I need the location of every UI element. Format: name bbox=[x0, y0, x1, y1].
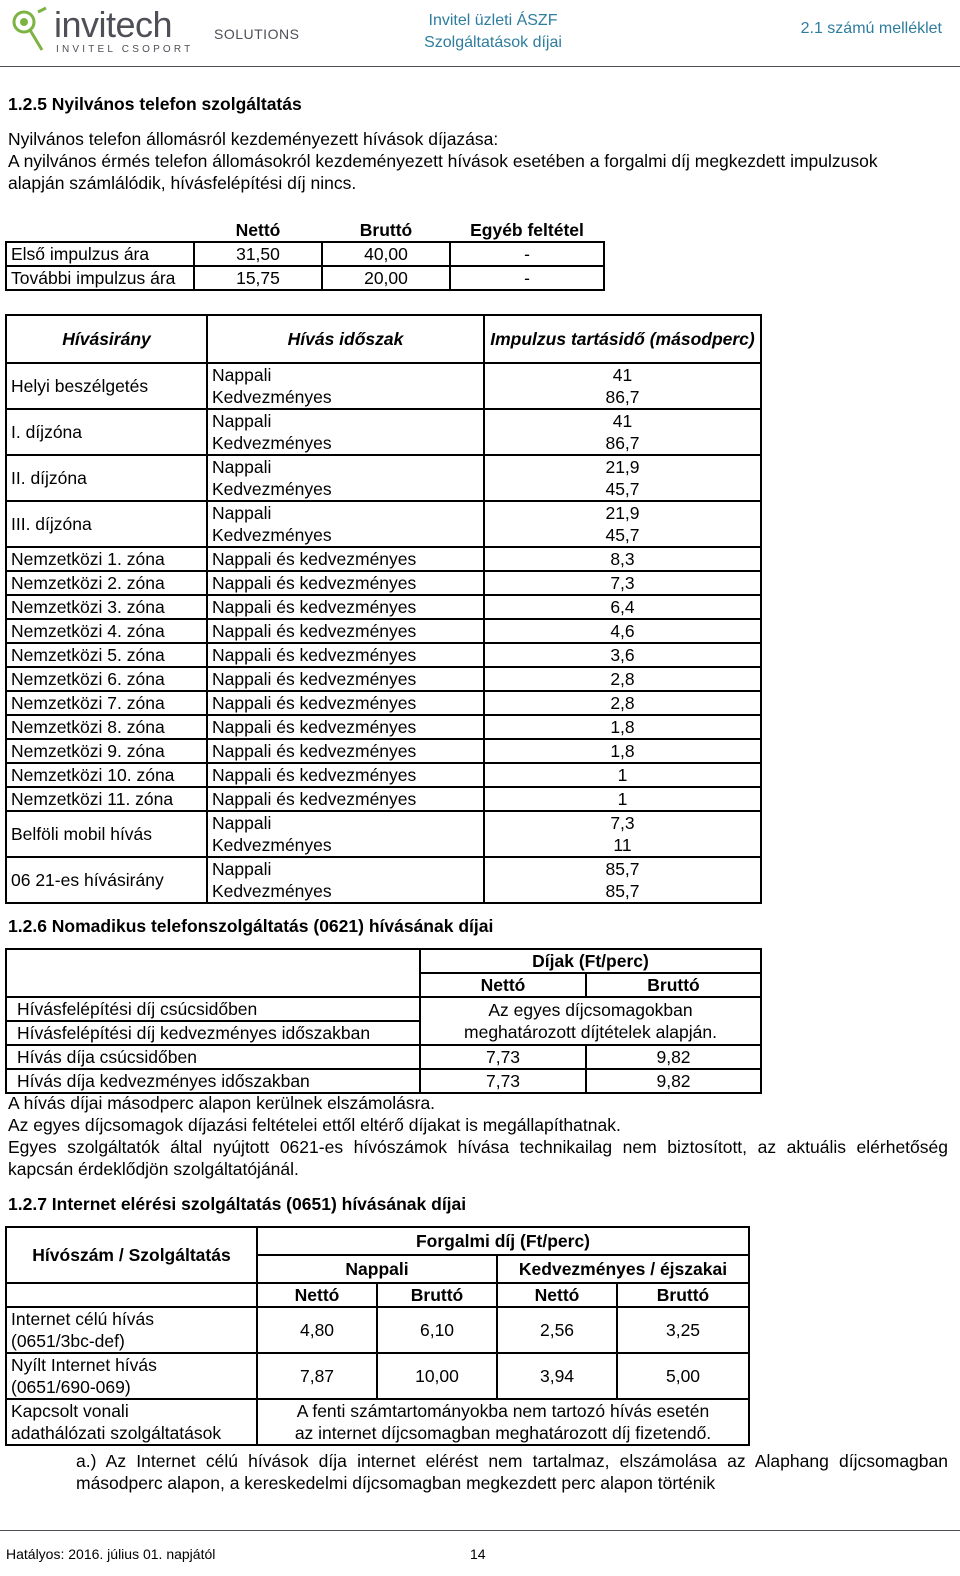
impulse-value: 85,7 bbox=[484, 857, 761, 880]
row-label: Hívás díja kedvezményes időszakban bbox=[6, 1069, 420, 1093]
gross-value: 40,00 bbox=[322, 242, 450, 266]
note-internet: a.) Az Internet célú hívások díja internet elérést nem tartalmaz, elszámolása az Alaphang díjcsomagban másodperc alapon, a kereskedelmi díjcsomagban megkezdett perc alapon történik bbox=[76, 1451, 948, 1493]
header-net: Nettó bbox=[420, 973, 586, 997]
day-gross: 10,00 bbox=[377, 1353, 497, 1399]
period-label: Kedvezményes bbox=[207, 432, 484, 455]
direction-label: Nemzetközi 7. zóna bbox=[6, 691, 207, 715]
note-availability: Egyes szolgáltatók által nyújtott 0621-es hívószámok hívása technikailag nem biztosított, az aktuális elérhetőség kapcsán érdeklődjön szolgáltatójánál. bbox=[8, 1137, 948, 1179]
night-gross: 5,00 bbox=[617, 1353, 749, 1399]
col-gross: Bruttó bbox=[322, 218, 450, 242]
impulse-value: 41 bbox=[484, 363, 761, 386]
impulse-value: 45,7 bbox=[484, 524, 761, 547]
direction-label: Helyi beszélgetés bbox=[6, 363, 207, 409]
impulse-value: 2,8 bbox=[484, 691, 761, 715]
row-label-line-1: Internet célú hívás bbox=[11, 1309, 154, 1329]
table-row bbox=[6, 691, 761, 715]
period-label: Nappali és kedvezményes bbox=[207, 619, 484, 643]
period-label: Nappali bbox=[207, 857, 484, 880]
impulse-value: 4,6 bbox=[484, 619, 761, 643]
table-row bbox=[6, 501, 761, 524]
net-value: 31,50 bbox=[194, 242, 322, 266]
header-impulse: Impulzus tartásidő (másodperc) bbox=[484, 315, 761, 363]
table-row bbox=[6, 997, 761, 1021]
impulse-value: 86,7 bbox=[484, 386, 761, 409]
header-net: Nettó bbox=[257, 1283, 377, 1307]
direction-label: Nemzetközi 8. zóna bbox=[6, 715, 207, 739]
impulse-value: 1 bbox=[484, 763, 761, 787]
impulse-value: 8,3 bbox=[484, 547, 761, 571]
period-label: Nappali és kedvezményes bbox=[207, 691, 484, 715]
merged-note bbox=[257, 1399, 749, 1445]
impulse-value: 21,9 bbox=[484, 455, 761, 478]
impulse-value: 6,4 bbox=[484, 595, 761, 619]
period-label: Nappali és kedvezményes bbox=[207, 787, 484, 811]
row-label-line-2: (0651/690-069) bbox=[11, 1377, 131, 1397]
period-label: Nappali és kedvezményes bbox=[207, 715, 484, 739]
table-row bbox=[6, 619, 761, 643]
sec125-intro: Nyilvános telefon állomásról kezdeményezett hívások díjazása: bbox=[8, 129, 499, 149]
table-row bbox=[6, 266, 604, 290]
table-row bbox=[6, 547, 761, 571]
direction-label: Nemzetközi 1. zóna bbox=[6, 547, 207, 571]
merged-note bbox=[420, 997, 761, 1045]
night-net: 2,56 bbox=[497, 1307, 617, 1353]
header-gross: Bruttó bbox=[377, 1283, 497, 1307]
row-label: Hívásfelépítési díj csúcsidőben bbox=[6, 997, 420, 1021]
gross-value: 9,82 bbox=[586, 1045, 761, 1069]
table-row bbox=[6, 811, 761, 834]
period-label: Kedvezményes bbox=[207, 386, 484, 409]
table-row bbox=[6, 787, 761, 811]
direction-label: Nemzetközi 2. zóna bbox=[6, 571, 207, 595]
header-traffic: Forgalmi díj (Ft/perc) bbox=[257, 1227, 749, 1255]
impulse-value: 1,8 bbox=[484, 715, 761, 739]
period-label: Nappali és kedvezményes bbox=[207, 643, 484, 667]
merged-note-line-2: az internet díjcsomagban meghatározott díj fizetendő. bbox=[294, 1423, 712, 1443]
header-service: Hívószám / Szolgáltatás bbox=[6, 1227, 257, 1283]
header-gross: Bruttó bbox=[586, 973, 761, 997]
period-label: Kedvezményes bbox=[207, 834, 484, 857]
col-other: Egyéb feltétel bbox=[450, 218, 604, 242]
header-net: Nettó bbox=[497, 1283, 617, 1307]
period-label: Nappali bbox=[207, 811, 484, 834]
direction-label: Nemzetközi 9. zóna bbox=[6, 739, 207, 763]
direction-label: III. díjzóna bbox=[6, 501, 207, 547]
row-label bbox=[6, 1399, 257, 1445]
nomadic-fees-table bbox=[5, 948, 762, 1094]
merged-note-line-1: Az egyes díjcsomagokban bbox=[488, 1000, 693, 1020]
direction-label: Nemzetközi 6. zóna bbox=[6, 667, 207, 691]
table-row bbox=[6, 1307, 749, 1353]
impulse-value: 86,7 bbox=[484, 432, 761, 455]
gross-value: 9,82 bbox=[586, 1069, 761, 1093]
table-row bbox=[6, 667, 761, 691]
section-1-2-6-title: 1.2.6 Nomadikus telefonszolgáltatás (0621) hívásának díjai bbox=[8, 916, 494, 936]
period-label: Nappali és kedvezményes bbox=[207, 547, 484, 571]
table-row bbox=[6, 363, 761, 386]
row-label-line-2: adathálózati szolgáltatások bbox=[11, 1423, 222, 1443]
impulse-value: 85,7 bbox=[484, 880, 761, 903]
period-label: Nappali és kedvezményes bbox=[207, 739, 484, 763]
period-label: Nappali és kedvezményes bbox=[207, 763, 484, 787]
row-label bbox=[6, 1307, 257, 1353]
table-row bbox=[6, 1045, 761, 1069]
row-label: Első impulzus ára bbox=[6, 242, 194, 266]
net-value: 15,75 bbox=[194, 266, 322, 290]
row-label bbox=[6, 1353, 257, 1399]
logo-mark-icon bbox=[8, 6, 52, 56]
row-label: Hívás díja csúcsidőben bbox=[6, 1045, 420, 1069]
period-label: Nappali bbox=[207, 363, 484, 386]
footer-divider bbox=[0, 1530, 960, 1531]
direction-label: Nemzetközi 10. zóna bbox=[6, 763, 207, 787]
period-label: Nappali bbox=[207, 409, 484, 432]
document-title bbox=[400, 10, 586, 54]
table-row bbox=[6, 763, 761, 787]
table-row bbox=[6, 643, 761, 667]
impulse-value: 1,8 bbox=[484, 739, 761, 763]
internet-fees-table bbox=[5, 1226, 750, 1446]
impulse-value: 3,6 bbox=[484, 643, 761, 667]
table-row bbox=[6, 242, 604, 266]
row-label: További impulzus ára bbox=[6, 266, 194, 290]
logo-solutions: SOLUTIONS bbox=[214, 26, 300, 42]
note-packages: Az egyes díjcsomagok díjazási feltételei ettől eltérő díjakat is megállapíthatnak. bbox=[8, 1115, 621, 1135]
table-row bbox=[6, 739, 761, 763]
section-1-2-5-title: 1.2.5 Nyilvános telefon szolgáltatás bbox=[8, 94, 302, 114]
period-label: Nappali és kedvezményes bbox=[207, 571, 484, 595]
period-label: Kedvezményes bbox=[207, 880, 484, 903]
header-fees: Díjak (Ft/perc) bbox=[420, 949, 761, 973]
logo-text: invitech bbox=[54, 4, 173, 45]
sec125-description: A nyilvános érmés telefon állomásokról kezdeményezett hívások esetében a forgalmi díj megkezdett impulzusok alapján számlálódik, hívásfelépítési díj nincs. bbox=[8, 151, 878, 193]
impulse-value: 2,8 bbox=[484, 667, 761, 691]
direction-label: Belföli mobil hívás bbox=[6, 811, 207, 857]
header-divider bbox=[0, 66, 960, 67]
other-value: - bbox=[450, 266, 604, 290]
impulse-value: 7,3 bbox=[484, 811, 761, 834]
table-row bbox=[6, 455, 761, 478]
row-label-line-1: Kapcsolt vonali bbox=[11, 1401, 129, 1421]
note-seconds: A hívás díjai másodperc alapon kerülnek elszámolásra. bbox=[8, 1093, 436, 1113]
gross-value: 20,00 bbox=[322, 266, 450, 290]
table-row bbox=[6, 857, 761, 880]
table-row bbox=[6, 1069, 761, 1093]
period-label: Nappali bbox=[207, 455, 484, 478]
table-row bbox=[6, 409, 761, 432]
day-gross: 6,10 bbox=[377, 1307, 497, 1353]
net-value: 7,73 bbox=[420, 1045, 586, 1069]
direction-label: 06 21-es hívásirány bbox=[6, 857, 207, 903]
impulse-value: 45,7 bbox=[484, 478, 761, 501]
net-value: 7,73 bbox=[420, 1069, 586, 1093]
company-logo bbox=[8, 4, 300, 56]
period-label: Nappali és kedvezményes bbox=[207, 595, 484, 619]
impulse-value: 7,3 bbox=[484, 571, 761, 595]
annex-label: 2.1 számú melléklet bbox=[800, 20, 942, 37]
impulse-price-table bbox=[5, 218, 605, 291]
direction-label: Nemzetközi 3. zóna bbox=[6, 595, 207, 619]
row-label: Hívásfelépítési díj kedvezményes időszakban bbox=[6, 1021, 420, 1045]
table-row bbox=[6, 715, 761, 739]
period-label: Kedvezményes bbox=[207, 478, 484, 501]
table-row bbox=[6, 595, 761, 619]
merged-note-line-1: A fenti számtartományokba nem tartozó hívás esetén bbox=[296, 1401, 710, 1421]
direction-label: II. díjzóna bbox=[6, 455, 207, 501]
merged-note-line-2: meghatározott díjtételek alapján. bbox=[464, 1022, 717, 1042]
footer-valid-from: Hatályos: 2016. július 01. napjától bbox=[6, 1546, 216, 1562]
table-row bbox=[6, 1353, 749, 1399]
period-label: Kedvezményes bbox=[207, 524, 484, 547]
header-period: Hívás időszak bbox=[207, 315, 484, 363]
night-net: 3,94 bbox=[497, 1353, 617, 1399]
direction-label: Nemzetközi 4. zóna bbox=[6, 619, 207, 643]
impulse-value: 21,9 bbox=[484, 501, 761, 524]
header-direction: Hívásirány bbox=[6, 315, 207, 363]
impulse-value: 41 bbox=[484, 409, 761, 432]
impulse-duration-table bbox=[5, 314, 762, 904]
section-1-2-7-title: 1.2.7 Internet elérési szolgáltatás (0651) hívásának díjai bbox=[8, 1194, 467, 1214]
direction-label: Nemzetközi 11. zóna bbox=[6, 787, 207, 811]
period-label: Nappali és kedvezményes bbox=[207, 667, 484, 691]
empty-cell bbox=[6, 949, 420, 997]
row-label-line-1: Nyílt Internet hívás bbox=[11, 1355, 157, 1375]
row-label-line-2: (0651/3bc-def) bbox=[11, 1331, 125, 1351]
logo-subtitle: INVITEL CSOPORT bbox=[56, 44, 194, 55]
header-gross: Bruttó bbox=[617, 1283, 749, 1307]
table-row bbox=[6, 571, 761, 595]
direction-label: Nemzetközi 5. zóna bbox=[6, 643, 207, 667]
header-night: Kedvezményes / éjszakai bbox=[497, 1255, 749, 1283]
impulse-value: 11 bbox=[484, 834, 761, 857]
doc-title-line-1: Invitel üzleti ÁSZF bbox=[428, 12, 558, 29]
day-net: 7,87 bbox=[257, 1353, 377, 1399]
period-label: Nappali bbox=[207, 501, 484, 524]
empty-cell bbox=[6, 1283, 257, 1307]
empty-cell bbox=[6, 218, 194, 242]
day-net: 4,80 bbox=[257, 1307, 377, 1353]
other-value: - bbox=[450, 242, 604, 266]
page-number: 14 bbox=[470, 1546, 486, 1562]
col-net: Nettó bbox=[194, 218, 322, 242]
direction-label: I. díjzóna bbox=[6, 409, 207, 455]
table-row bbox=[6, 1399, 749, 1445]
night-gross: 3,25 bbox=[617, 1307, 749, 1353]
impulse-value: 1 bbox=[484, 787, 761, 811]
doc-title-line-2: Szolgáltatások díjai bbox=[424, 34, 562, 51]
header-day: Nappali bbox=[257, 1255, 497, 1283]
